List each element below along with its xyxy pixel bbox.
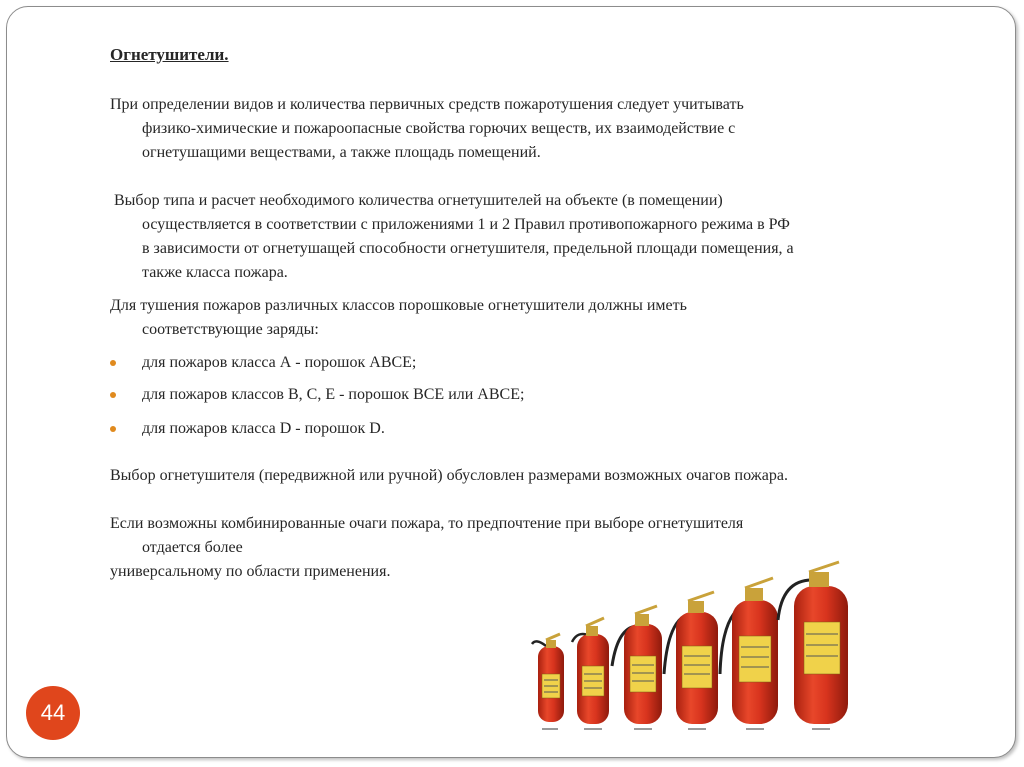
bullet-text: для пожаров классов В, С, Е - порошок ВСЕ или АВСЕ; <box>142 386 525 403</box>
paragraph-line: Для тушения пожаров различных классов порошковые огнетушители должны иметь <box>110 297 687 314</box>
paragraph-line: При определении видов и количества первичных средств пожаротушения следует учитывать <box>110 96 744 113</box>
extinguisher-6-icon <box>778 562 848 724</box>
slide-title: Огнетушители. <box>110 45 229 64</box>
paragraph-line: огнетушащими веществами, а также площадь помещений. <box>142 144 541 161</box>
extinguisher-3-icon <box>612 606 662 724</box>
bullet-icon <box>110 392 116 398</box>
paragraph-line: соответствующие заряды: <box>142 321 319 338</box>
bullet-icon <box>110 360 116 366</box>
page-number-badge: 44 <box>26 686 80 740</box>
paragraph-choice <box>110 464 970 488</box>
paragraph-determination <box>110 93 970 165</box>
paragraph-line: физико-химические и пожароопасные свойства горючих веществ, их взаимодействие с <box>142 120 736 137</box>
paragraph-line: Если возможны комбинированные очаги пожара, то предпочтение при выборе огнетушителя <box>110 515 744 532</box>
paragraph-line: в зависимости от огнетушащей способности огнетушителя, предельной площади помещения, а <box>142 240 794 257</box>
paragraph-line: Выбор огнетушителя (передвижной или ручной) обусловлен размерами возможных очагов пожара. <box>110 467 788 484</box>
paragraph-line: универсальному по области применения. <box>110 563 391 580</box>
extinguisher-5-icon <box>720 578 778 724</box>
paragraph-line: отдается более <box>142 539 243 556</box>
paragraph-line: Выбор типа и расчет необходимого количества огнетушителей на объекте (в помещении) <box>110 192 723 209</box>
fire-extinguishers-image <box>520 556 865 736</box>
paragraph-line: осуществляется в соответствии с приложениями 1 и 2 Правил противопожарного режима в РФ <box>142 216 790 233</box>
paragraph-line: также класса пожара. <box>142 264 288 281</box>
extinguisher-1-icon <box>532 634 564 722</box>
extinguisher-2-icon <box>572 618 609 724</box>
extinguisher-4-icon <box>664 592 718 724</box>
bullet-icon <box>110 426 116 432</box>
bullet-text: для пожаров класса А - порошок АВСЕ; <box>142 354 417 371</box>
paragraph-charges <box>110 294 970 342</box>
paragraph-selection <box>110 189 970 285</box>
bullet-text: для пожаров класса D - порошок D. <box>142 420 385 437</box>
